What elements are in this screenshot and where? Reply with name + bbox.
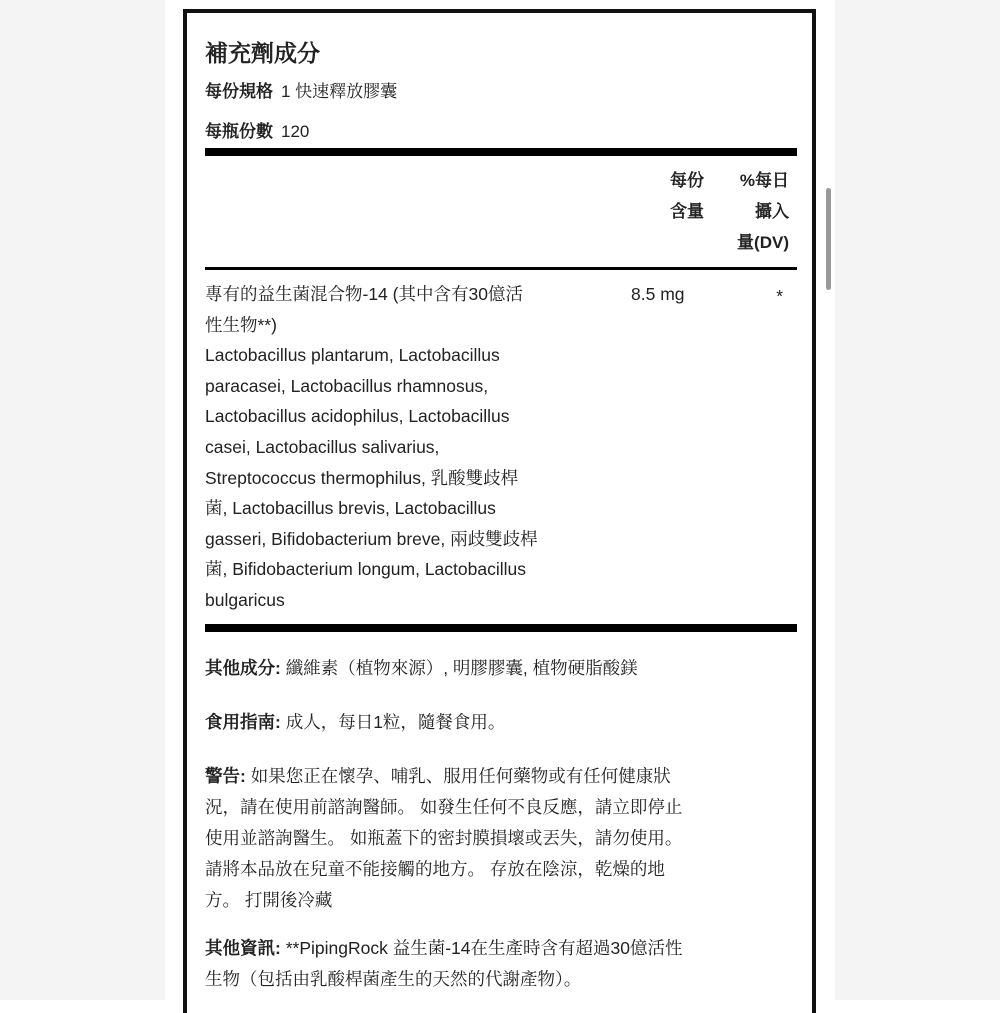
ingredient-name [205,279,625,616]
section-line [205,823,795,854]
section-line [205,964,795,995]
divider-thin [205,267,797,270]
ingredient-line: casei, Lactobacillus salivarius, [205,436,440,457]
ingredient-line: Lactobacillus plantarum, Lactobacillus [205,345,500,366]
directions [205,707,795,738]
ingredient-line: Lactobacillus acidophilus, Lactobacillus [205,406,510,427]
servings-label: 每瓶份數 [205,122,273,141]
section-text: 纖維素（植物來源）, 明膠膠囊, 植物硬脂酸鎂 [285,658,638,678]
section-text: 如果您正在懷孕、哺乳、服用任何藥物或有任何健康狀 [250,766,671,786]
ingredient-amount: 8.5 mg [631,284,685,304]
section-line [205,792,795,823]
other-ingredients [205,653,795,684]
header-line: 含量 [670,202,704,221]
section-text: 方。 打開後冷藏 [205,890,333,910]
section-line [205,854,795,885]
panel-title: 補充劑成分 [205,40,320,66]
amount-per-serving-header [642,165,704,227]
section-line [205,933,795,964]
ingredient-line: gasseri, Bifidobacterium breve, 兩歧雙歧桿 [205,528,538,549]
section-text: **PipingRock 益生菌-14在生產時含有超過30億活性 [285,938,683,958]
section-label: 其他成分: [205,658,281,678]
header-line: 量(DV) [737,233,789,252]
ingredient-line: bulgaricus [205,589,285,610]
section-text: 況，請在使用前諮詢醫師。 如發生任何不良反應，請立即停止 [205,797,683,817]
header-line: %每日 [739,171,789,190]
section-text: 使用並諮詢醫生。 如瓶蓋下的密封膜損壞或丟失，請勿使用。 [205,828,683,848]
serving-size-value: 1 快速釋放膠囊 [281,82,398,101]
ingredient-line: 菌, Lactobacillus brevis, Lactobacillus [205,498,496,519]
servings-per-container [205,117,795,142]
ingredient-line: 性生物**) [205,314,277,335]
ingredient-line: Streptococcus thermophilus, 乳酸雙歧桿 [205,467,519,488]
ingredient-dv: * [776,286,783,306]
ingredient-line: 專有的益生菌混合物-14 (其中含有30億活 [205,284,523,304]
section-text: 生物（包括由乳酸桿菌產生的天然的代謝產物）。 [205,969,582,989]
right-margin [835,0,1000,1000]
section-label: 食用指南: [205,712,281,732]
section-line [205,707,795,738]
serving-size-label: 每份規格 [205,82,273,101]
left-margin [0,0,165,1000]
header-line: 每份 [670,171,704,190]
divider-thick [205,148,797,156]
section-label: 其他資訊: [205,938,281,958]
divider-thick [205,624,797,632]
other-info [205,933,795,995]
section-line [205,885,795,916]
header-line: 攝入 [755,202,789,221]
ingredient-line: paracasei, Lactobacillus rhamnosus, [205,375,489,396]
supplement-facts-panel [183,9,816,1013]
section-label: 警告: [205,766,246,786]
ingredient-line: 菌, Bifidobacterium longum, Lactobacillus [205,559,526,580]
scrollbar[interactable] [826,188,831,290]
section-line [205,653,795,684]
serving-size [205,77,795,102]
warning [205,761,795,916]
servings-value: 120 [281,122,310,141]
section-text: 請將本品放在兒童不能接觸的地方。 存放在陰涼，乾燥的地 [205,859,665,879]
daily-value-header [717,165,789,258]
section-line [205,761,795,792]
section-text: 成人，每日1粒，隨餐食用。 [285,712,506,732]
